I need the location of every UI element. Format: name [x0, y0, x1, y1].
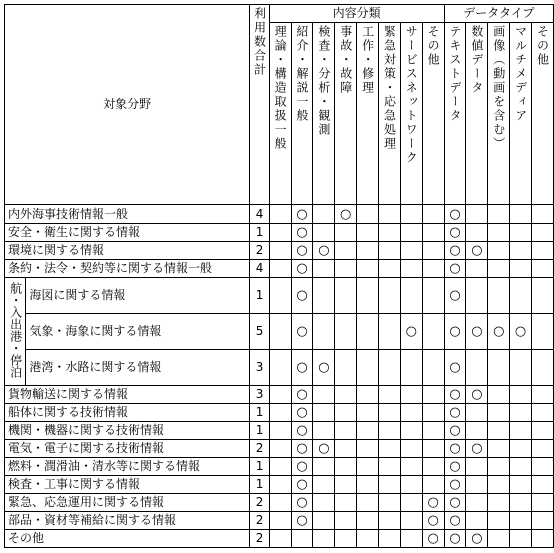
- circle-mark-cell: ○: [291, 494, 313, 512]
- empty-cell: [488, 386, 510, 404]
- row-label: 検査・工事に関する情報: [5, 476, 250, 494]
- circle-mark-cell: ○: [291, 386, 313, 404]
- row-total: 3: [250, 386, 269, 404]
- table-row: [5, 224, 554, 242]
- empty-cell: [335, 350, 357, 386]
- empty-cell: [510, 404, 532, 422]
- empty-cell: [488, 494, 510, 512]
- empty-cell: [510, 440, 532, 458]
- empty-cell: [488, 205, 510, 224]
- circle-mark-cell: ○: [444, 422, 466, 440]
- empty-cell: [510, 350, 532, 386]
- empty-cell: [532, 278, 554, 314]
- empty-cell: [313, 224, 335, 242]
- empty-cell: [379, 476, 401, 494]
- empty-cell: [532, 350, 554, 386]
- circle-mark-cell: ○: [291, 314, 313, 350]
- empty-cell: [422, 278, 444, 314]
- row-total: 2: [250, 512, 269, 530]
- empty-cell: [466, 404, 488, 422]
- empty-cell: [400, 476, 422, 494]
- empty-cell: [313, 530, 335, 548]
- empty-cell: [269, 476, 291, 494]
- circle-mark-cell: ○: [466, 440, 488, 458]
- empty-cell: [379, 278, 401, 314]
- empty-cell: [532, 530, 554, 548]
- empty-cell: [269, 278, 291, 314]
- empty-cell: [532, 260, 554, 278]
- circle-mark-cell: ○: [422, 530, 444, 548]
- empty-cell: [422, 205, 444, 224]
- empty-cell: [357, 440, 379, 458]
- corner-label: 対象分野: [103, 97, 152, 111]
- empty-cell: [466, 350, 488, 386]
- circle-mark-cell: ○: [444, 458, 466, 476]
- table-row: [5, 440, 554, 458]
- row-label: 機関・機器に関する技術情報: [5, 422, 250, 440]
- row-total: 1: [250, 422, 269, 440]
- row-total: 2: [250, 242, 269, 260]
- content-col-header: [400, 23, 422, 205]
- empty-cell: [422, 422, 444, 440]
- empty-cell: [379, 404, 401, 422]
- empty-cell: [357, 422, 379, 440]
- circle-mark-cell: ○: [466, 242, 488, 260]
- row-label: 貨物輸送に関する情報: [5, 386, 250, 404]
- table-row: [5, 476, 554, 494]
- circle-mark-cell: ○: [291, 422, 313, 440]
- empty-cell: [313, 458, 335, 476]
- data-col-header: [466, 23, 488, 205]
- row-total: 1: [250, 404, 269, 422]
- empty-cell: [400, 386, 422, 404]
- circle-mark-cell: ○: [444, 242, 466, 260]
- empty-cell: [269, 350, 291, 386]
- content-col-header: [269, 23, 291, 205]
- empty-cell: [510, 260, 532, 278]
- row-total: 1: [250, 458, 269, 476]
- empty-cell: [422, 260, 444, 278]
- content-group-label: 内容分類: [332, 6, 381, 20]
- empty-cell: [510, 458, 532, 476]
- empty-cell: [269, 314, 291, 350]
- data-col-label: 画像（動画を含む）: [491, 25, 506, 151]
- circle-mark-cell: ○: [466, 530, 488, 548]
- circle-mark-cell: ○: [291, 278, 313, 314]
- empty-cell: [466, 224, 488, 242]
- circle-mark-cell: ○: [313, 350, 335, 386]
- empty-cell: [510, 494, 532, 512]
- circle-mark-cell: ○: [291, 512, 313, 530]
- empty-cell: [269, 205, 291, 224]
- empty-cell: [379, 260, 401, 278]
- empty-cell: [379, 458, 401, 476]
- content-col-header: [379, 23, 401, 205]
- row-total: 1: [250, 224, 269, 242]
- empty-cell: [335, 314, 357, 350]
- empty-cell: [269, 512, 291, 530]
- empty-cell: [400, 458, 422, 476]
- circle-mark-cell: ○: [444, 440, 466, 458]
- empty-cell: [335, 278, 357, 314]
- empty-cell: [269, 494, 291, 512]
- circle-mark-cell: ○: [313, 440, 335, 458]
- circle-mark-cell: ○: [444, 530, 466, 548]
- empty-cell: [488, 422, 510, 440]
- empty-cell: [357, 205, 379, 224]
- empty-cell: [335, 512, 357, 530]
- empty-cell: [422, 476, 444, 494]
- empty-cell: [335, 476, 357, 494]
- row-label: 緊急、応急運用に関する情報: [5, 494, 250, 512]
- empty-cell: [466, 278, 488, 314]
- empty-cell: [335, 260, 357, 278]
- empty-cell: [510, 242, 532, 260]
- circle-mark-cell: ○: [291, 440, 313, 458]
- empty-cell: [510, 476, 532, 494]
- table-row: [5, 386, 554, 404]
- empty-cell: [379, 530, 401, 548]
- empty-cell: [510, 512, 532, 530]
- empty-cell: [400, 440, 422, 458]
- row-label: 安全・衛生に関する情報: [5, 224, 250, 242]
- empty-cell: [357, 386, 379, 404]
- row-label: 港湾・水路に関する情報: [26, 350, 250, 386]
- data-group-header: [444, 5, 553, 23]
- empty-cell: [269, 224, 291, 242]
- empty-cell: [532, 458, 554, 476]
- circle-mark-cell: ○: [291, 260, 313, 278]
- empty-cell: [313, 278, 335, 314]
- empty-cell: [488, 278, 510, 314]
- empty-cell: [466, 458, 488, 476]
- empty-cell: [379, 350, 401, 386]
- empty-cell: [422, 458, 444, 476]
- table-row: [5, 314, 554, 350]
- empty-cell: [400, 350, 422, 386]
- empty-cell: [335, 404, 357, 422]
- empty-cell: [313, 476, 335, 494]
- empty-cell: [532, 386, 554, 404]
- empty-cell: [400, 530, 422, 548]
- row-label: 気象・海象に関する情報: [26, 314, 250, 350]
- empty-cell: [379, 314, 401, 350]
- empty-cell: [335, 530, 357, 548]
- circle-mark-cell: ○: [444, 404, 466, 422]
- empty-cell: [466, 494, 488, 512]
- content-col-header: [357, 23, 379, 205]
- empty-cell: [510, 224, 532, 242]
- empty-cell: [510, 278, 532, 314]
- empty-cell: [269, 422, 291, 440]
- empty-cell: [466, 512, 488, 530]
- empty-cell: [488, 476, 510, 494]
- row-total: 5: [250, 314, 269, 350]
- content-col-header: [335, 23, 357, 205]
- content-col-label: 理論・構造取扱一般: [273, 25, 288, 151]
- empty-cell: [510, 422, 532, 440]
- empty-cell: [466, 422, 488, 440]
- empty-cell: [422, 224, 444, 242]
- circle-mark-cell: ○: [444, 314, 466, 350]
- empty-cell: [532, 205, 554, 224]
- empty-cell: [335, 242, 357, 260]
- empty-cell: [422, 440, 444, 458]
- circle-mark-cell: ○: [335, 205, 357, 224]
- empty-cell: [532, 242, 554, 260]
- empty-cell: [335, 494, 357, 512]
- circle-mark-cell: ○: [444, 512, 466, 530]
- circle-mark-cell: ○: [444, 476, 466, 494]
- circle-mark-cell: ○: [291, 404, 313, 422]
- empty-cell: [313, 205, 335, 224]
- empty-cell: [379, 242, 401, 260]
- circle-mark-cell: ○: [291, 476, 313, 494]
- table-row: [5, 205, 554, 224]
- circle-mark-cell: ○: [510, 314, 532, 350]
- empty-cell: [488, 458, 510, 476]
- content-col-label: サービスネットワーク: [404, 25, 419, 165]
- empty-cell: [357, 476, 379, 494]
- empty-cell: [488, 260, 510, 278]
- content-col-label: 工作・修理: [360, 25, 375, 95]
- empty-cell: [400, 260, 422, 278]
- row-label: 条約・法令・契約等に関する情報一般: [5, 260, 250, 278]
- nav-group-label-cell: [5, 278, 26, 386]
- circle-mark-cell: ○: [444, 494, 466, 512]
- empty-cell: [313, 404, 335, 422]
- circle-mark-cell: ○: [488, 314, 510, 350]
- empty-cell: [400, 512, 422, 530]
- circle-mark-cell: ○: [291, 458, 313, 476]
- empty-cell: [357, 278, 379, 314]
- circle-mark-cell: ○: [422, 512, 444, 530]
- empty-cell: [269, 386, 291, 404]
- circle-mark-cell: ○: [444, 278, 466, 314]
- row-label: 海図に関する情報: [26, 278, 250, 314]
- data-col-label: テキストデータ: [448, 25, 463, 123]
- row-label: 部品・資材等補給に関する情報: [5, 512, 250, 530]
- empty-cell: [422, 242, 444, 260]
- row-label: その他: [5, 530, 250, 548]
- empty-cell: [400, 422, 422, 440]
- table-row: [5, 422, 554, 440]
- empty-cell: [532, 314, 554, 350]
- row-total: 3: [250, 350, 269, 386]
- total-header: [250, 5, 269, 205]
- table-row: [5, 278, 554, 314]
- empty-cell: [510, 205, 532, 224]
- row-total: 2: [250, 530, 269, 548]
- content-col-label: 事故・故障: [338, 25, 353, 95]
- data-col-label: マルチメディア: [513, 25, 528, 123]
- row-total: 2: [250, 440, 269, 458]
- data-col-header: [510, 23, 532, 205]
- row-total: 4: [250, 260, 269, 278]
- empty-cell: [357, 404, 379, 422]
- empty-cell: [400, 278, 422, 314]
- empty-cell: [357, 260, 379, 278]
- empty-cell: [532, 224, 554, 242]
- nav-group-label: 航・入出港・停泊: [8, 282, 23, 378]
- circle-mark-cell: ○: [444, 350, 466, 386]
- usage-table: [4, 4, 554, 548]
- empty-cell: [357, 224, 379, 242]
- table-row: [5, 404, 554, 422]
- empty-cell: [269, 242, 291, 260]
- circle-mark-cell: ○: [400, 314, 422, 350]
- data-col-label: 数値データ: [469, 25, 484, 95]
- empty-cell: [466, 476, 488, 494]
- empty-cell: [488, 350, 510, 386]
- content-col-label: その他: [426, 25, 441, 67]
- empty-cell: [335, 440, 357, 458]
- empty-cell: [422, 314, 444, 350]
- circle-mark-cell: ○: [444, 205, 466, 224]
- empty-cell: [379, 512, 401, 530]
- empty-cell: [357, 458, 379, 476]
- circle-mark-cell: ○: [313, 242, 335, 260]
- empty-cell: [466, 260, 488, 278]
- content-group-header: [269, 5, 444, 23]
- circle-mark-cell: ○: [291, 224, 313, 242]
- empty-cell: [313, 422, 335, 440]
- empty-cell: [532, 404, 554, 422]
- empty-cell: [313, 314, 335, 350]
- content-col-label: 紹介・解説一般: [295, 25, 309, 123]
- empty-cell: [335, 224, 357, 242]
- empty-cell: [400, 404, 422, 422]
- empty-cell: [488, 530, 510, 548]
- empty-cell: [400, 242, 422, 260]
- empty-cell: [532, 476, 554, 494]
- table-row: [5, 530, 554, 548]
- circle-mark-cell: ○: [444, 260, 466, 278]
- empty-cell: [335, 386, 357, 404]
- circle-mark-cell: ○: [291, 350, 313, 386]
- row-total: 2: [250, 494, 269, 512]
- circle-mark-cell: ○: [291, 242, 313, 260]
- empty-cell: [488, 404, 510, 422]
- empty-cell: [488, 224, 510, 242]
- circle-mark-cell: ○: [444, 224, 466, 242]
- table-row: [5, 512, 554, 530]
- empty-cell: [400, 224, 422, 242]
- circle-mark-cell: ○: [291, 205, 313, 224]
- empty-cell: [379, 386, 401, 404]
- empty-cell: [313, 386, 335, 404]
- circle-mark-cell: ○: [466, 314, 488, 350]
- empty-cell: [269, 458, 291, 476]
- circle-mark-cell: ○: [466, 386, 488, 404]
- empty-cell: [379, 440, 401, 458]
- empty-cell: [422, 386, 444, 404]
- empty-cell: [269, 404, 291, 422]
- total-header-label: 利用数合計: [252, 7, 267, 77]
- row-label: 電気・電子に関する技術情報: [5, 440, 250, 458]
- data-col-label: その他: [535, 25, 550, 67]
- empty-cell: [379, 494, 401, 512]
- table-row: [5, 242, 554, 260]
- empty-cell: [532, 422, 554, 440]
- empty-cell: [510, 386, 532, 404]
- table-row: [5, 350, 554, 386]
- data-group-label: データタイプ: [463, 6, 535, 20]
- empty-cell: [335, 458, 357, 476]
- data-col-header: [488, 23, 510, 205]
- empty-cell: [422, 350, 444, 386]
- empty-cell: [532, 512, 554, 530]
- empty-cell: [532, 440, 554, 458]
- empty-cell: [532, 494, 554, 512]
- row-label: 船体に関する技術情報: [5, 404, 250, 422]
- empty-cell: [400, 205, 422, 224]
- empty-cell: [357, 494, 379, 512]
- content-col-header: [291, 23, 313, 205]
- data-col-header: [444, 23, 466, 205]
- empty-cell: [269, 530, 291, 548]
- content-col-header: [313, 23, 335, 205]
- empty-cell: [291, 530, 313, 548]
- empty-cell: [422, 404, 444, 422]
- empty-cell: [357, 350, 379, 386]
- data-col-header: [532, 23, 554, 205]
- row-label: 燃料・潤滑油・清水等に関する情報: [5, 458, 250, 476]
- empty-cell: [357, 242, 379, 260]
- row-total: 1: [250, 278, 269, 314]
- empty-cell: [488, 512, 510, 530]
- empty-cell: [488, 440, 510, 458]
- empty-cell: [488, 242, 510, 260]
- empty-cell: [269, 260, 291, 278]
- empty-cell: [313, 260, 335, 278]
- empty-cell: [466, 205, 488, 224]
- content-col-label: 検査・分析・観測: [316, 25, 331, 137]
- table-row: [5, 494, 554, 512]
- content-col-label: 緊急対策・応急処理: [382, 25, 397, 151]
- circle-mark-cell: ○: [422, 494, 444, 512]
- content-col-header: [422, 23, 444, 205]
- row-total: 4: [250, 205, 269, 224]
- table-row: [5, 260, 554, 278]
- table-row: [5, 458, 554, 476]
- circle-mark-cell: ○: [444, 386, 466, 404]
- empty-cell: [269, 440, 291, 458]
- empty-cell: [357, 512, 379, 530]
- empty-cell: [357, 314, 379, 350]
- empty-cell: [379, 422, 401, 440]
- corner-header: [5, 5, 250, 205]
- row-label: 内外海事技術情報一般: [5, 205, 250, 224]
- row-label: 環境に関する情報: [5, 242, 250, 260]
- empty-cell: [357, 530, 379, 548]
- empty-cell: [313, 494, 335, 512]
- row-total: 1: [250, 476, 269, 494]
- empty-cell: [379, 224, 401, 242]
- empty-cell: [510, 530, 532, 548]
- empty-cell: [335, 422, 357, 440]
- empty-cell: [400, 494, 422, 512]
- empty-cell: [379, 205, 401, 224]
- empty-cell: [313, 512, 335, 530]
